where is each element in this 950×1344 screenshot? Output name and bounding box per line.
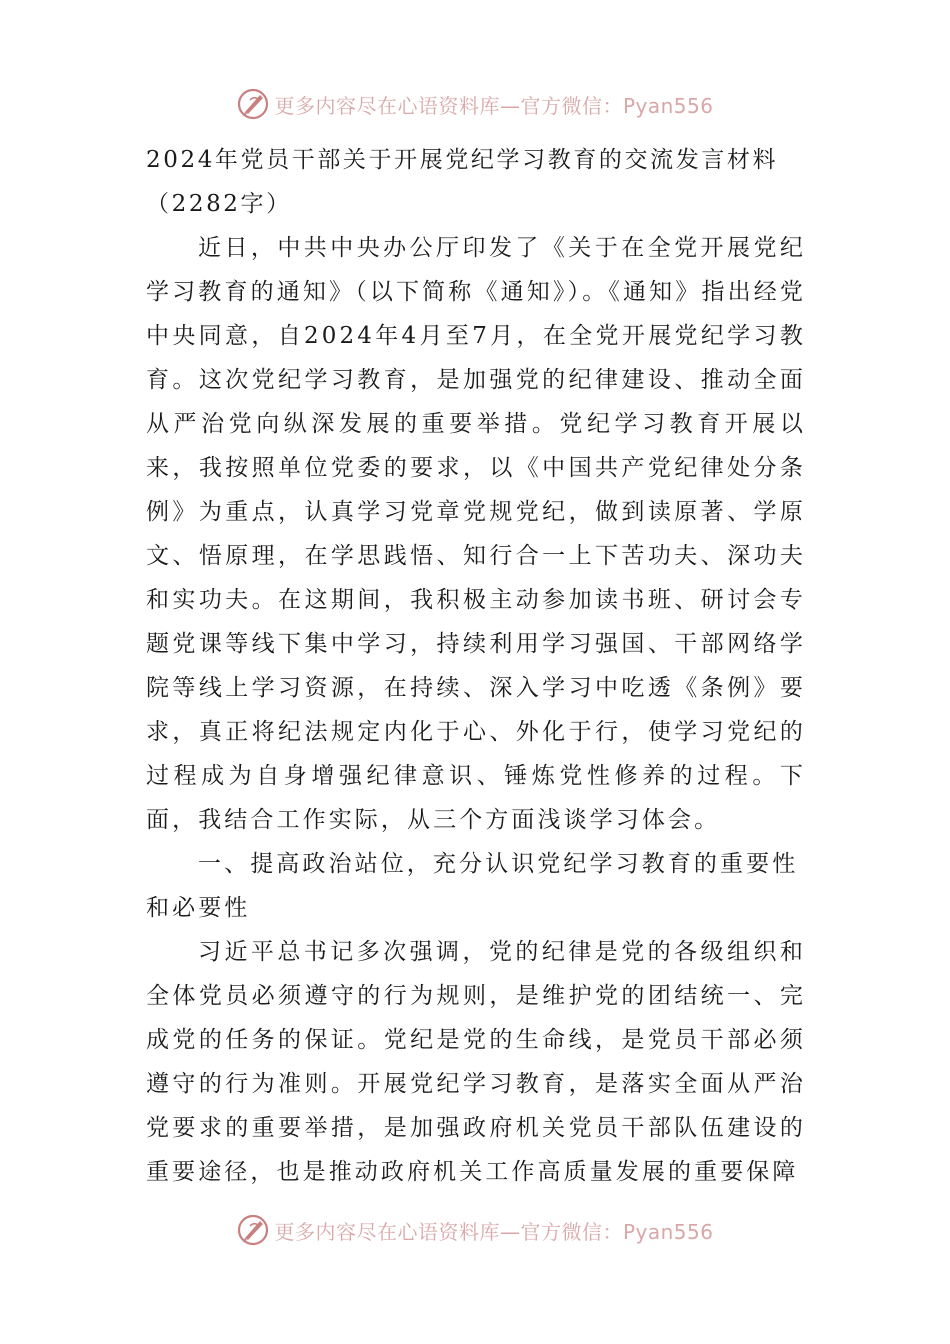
section-paragraph: 习近平总书记多次强调，党的纪律是党的各级组织和全体党员必须遵守的行为规则，是维护党的团结统一、完成党的任务的保证。党纪是党的生命线，是党员干部必须遵守的行为准则。开展党纪学习教育，是落实全面从严治党要求的重要举措，是加强政府机关党员干部队伍建设的重要途径，也是推动政府机关工作高质量发展的重要保障 bbox=[146, 939, 806, 1185]
watermark-text: 更多内容尽在心语资料库—官方微信：Pyan556 bbox=[274, 93, 714, 118]
document-title: 2024年党员干部关于开展党纪学习教育的交流发言材料（2282字） bbox=[146, 147, 779, 217]
document-body bbox=[146, 138, 806, 1194]
section-heading: 一、提高政治站位，充分认识党纪学习教育的重要性和必要性 bbox=[146, 851, 799, 921]
pen-logo-icon bbox=[236, 1213, 270, 1247]
footer-watermark bbox=[0, 1210, 950, 1250]
header-watermark bbox=[0, 84, 950, 124]
pen-logo-icon bbox=[236, 87, 270, 121]
watermark-text: 更多内容尽在心语资料库—官方微信：Pyan556 bbox=[274, 1219, 714, 1244]
intro-paragraph: 近日，中共中央办公厅印发了《关于在全党开展党纪学习教育的通知》（以下简称《通知》）。《通知》指出经党中央同意，自2024年4月至7月，在全党开展党纪学习教育。这次党纪学习教育，是加强党的纪律建设、推动全面从严治党向纵深发展的重要举措。党纪学习教育开展以来，我按照单位党委的要求，以《中国共产党纪律处分条例》为重点，认真学习党章党规党纪，做到读原著、学原文、悟原理，在学思践悟、知行合一上下苦功夫、深功夫和实功夫。在这期间，我积极主动参加读书班、研讨会专题党课等线下集中学习，持续利用学习强国、干部网络学院等线上学习资源，在持续、深入学习中吃透《条例》要求，真正将纪法规定内化于心、外化于行，使学习党纪的过程成为自身增强纪律意识、锤炼党性修养的过程。下面，我结合工作实际，从三个方面浅谈学习体会。 bbox=[146, 235, 806, 833]
